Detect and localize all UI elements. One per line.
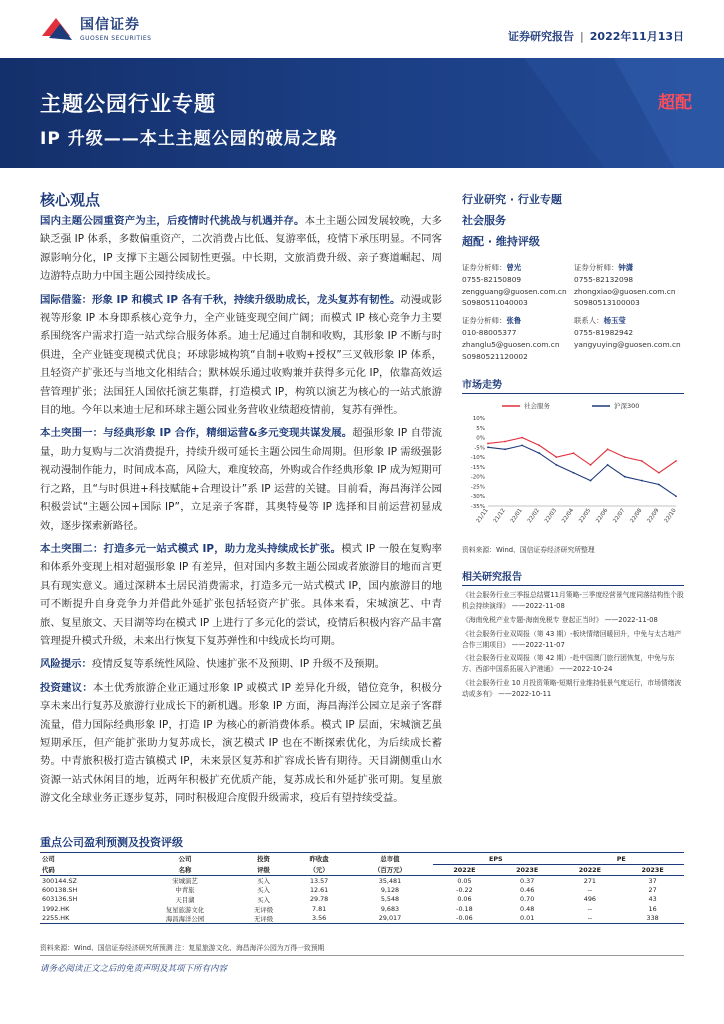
logo-en: GUOSEN SECURITIES <box>80 35 152 42</box>
y-tick-label: -10% <box>470 455 485 462</box>
table-cell: 300144.SZ <box>42 876 77 885</box>
y-tick-label: -35% <box>470 504 485 511</box>
col-price-h2: （元） <box>291 865 347 876</box>
col-mcap-h2: （百万元） <box>347 865 433 876</box>
banner-decoration <box>464 58 724 168</box>
analyst-email[interactable]: zhanglu5@guosen.com.cn <box>462 339 560 349</box>
industry-line: 社会服务 <box>462 214 506 227</box>
page-header <box>0 0 724 58</box>
x-tick-label: 22/04 <box>561 508 576 525</box>
data-point <box>641 480 643 482</box>
col-rating-h2: 评级 <box>236 865 292 876</box>
table-cell: 496 <box>583 895 596 904</box>
related-report-link[interactable]: 《社会服务行业 10 月投资策略-短期行业维持低景气度运行，市场情绪波动或多有》 ——2022-10-11 <box>462 678 682 698</box>
data-point <box>641 460 643 462</box>
y-tick-label: -25% <box>470 484 485 491</box>
data-point <box>555 464 557 466</box>
col-price-h: 昨收盘 <box>291 853 347 865</box>
x-tick-label: 22/02 <box>526 508 541 525</box>
market-trend-heading: 市场走势 <box>462 376 684 394</box>
table-cell: 29.78 <box>309 895 329 904</box>
report-meta: 证券研究报告 | 2022年11月13日 <box>508 30 684 43</box>
data-point <box>487 447 489 449</box>
table-cell: 0.46 <box>520 885 535 894</box>
col-name-h: 公司 <box>134 853 236 865</box>
data-point <box>590 464 592 466</box>
table-cell: 无评级 <box>253 905 274 914</box>
rating-tag: 超配 <box>658 93 692 113</box>
data-point <box>675 460 677 462</box>
rating-line: 超配 · 维持评级 <box>462 235 540 248</box>
table-row <box>40 914 684 924</box>
forecast-table-title: 重点公司盈利预测及投资评级 <box>40 836 183 849</box>
title-banner <box>0 58 724 168</box>
legend-label: 社会服务 <box>524 402 550 411</box>
analyst-list <box>462 262 684 362</box>
table-cell: 0.01 <box>496 914 559 924</box>
related-reports-heading: 相关研究报告 <box>462 568 684 586</box>
related-report-link[interactable]: 《社会服务行业双周报（第 42 期）-赴中国澳门旅行团恢复，中免与东方、西部中国系拓展入沪港通》 ——2022-10-24 <box>462 654 675 674</box>
table-cell: 复星旅游文化 <box>165 905 205 914</box>
table-cell: 29,017 <box>347 914 433 924</box>
table-cell: 43 <box>648 895 657 904</box>
table-cell: 5,548 <box>380 895 400 904</box>
market-trend-chart <box>462 398 684 538</box>
table-cell: 9,683 <box>380 905 400 914</box>
paragraph: 本土突围一：与经典形象 IP 合作，精细运营&多元变现共谋发展。超强形象 IP 自带流量，助力复购与二次消费提升，持续升级可延长主题公园生命周期。但形象 IP 需级强影视动漫制作能力，时间成本高，风险大，难度较高，外购或合作经典形象 IP 成为短期可行之路，且“与时俱进+科技赋能+合理设计”系 IP 运营的关键。目前看，海昌海洋公园积极尝试“主题公园+国际 IP”，立足亲子客群，其奥特曼等 IP 选择和目前运营初显成效，逐步探索新路径。 <box>40 427 443 532</box>
series-line <box>488 438 676 473</box>
analyst-email[interactable]: zengguang@guosen.com.cn <box>462 286 567 296</box>
guosen-logo <box>40 14 151 42</box>
col-eps-2022: 2022E <box>433 865 496 876</box>
table-cell: 13.57 <box>309 876 329 885</box>
chart-source: 资料来源：Wind、国信证券经济研究所整理 <box>462 546 595 555</box>
table-cell: 天目湖 <box>175 895 195 904</box>
table-cell: 宋城演艺 <box>172 877 198 886</box>
x-tick-label: 21/11 <box>475 508 490 525</box>
table-cell: 买入 <box>257 886 270 895</box>
col-eps-2023: 2023E <box>496 865 559 876</box>
table-cell: 35,481 <box>378 876 402 885</box>
col-mcap-h: 总市值 <box>347 853 433 865</box>
y-tick-label: 10% <box>472 416 485 423</box>
y-tick-label: 5% <box>476 426 485 433</box>
data-point <box>675 496 677 498</box>
x-tick-label: 22/01 <box>509 508 524 525</box>
table-cell: -- <box>587 905 593 914</box>
table-cell: 0.37 <box>520 876 535 885</box>
table-cell: -- <box>559 914 622 924</box>
table-cell: 603136.SH <box>42 895 78 904</box>
col-code-h: 公司 <box>40 853 134 865</box>
paragraph: 本土突围二：打造多元一站式模式 IP，助力龙头持续成长扩张。模式 IP 一般在复购率和体系外变现上相对超强形象 IP 有差异，但对国内多数主题公园或者旅游目的地而言更具有现实意义。通过深耕本土居民消费需求，打造多元一站式模式 IP，国内旅游目的地可不断提升自身竞争力并借此外延扩张包括轻资产扩张。具体来看，宋城演艺、中青旅、复星旅文、天目湖等均在模式 IP 上进行了多元化的尝试，疫情后积极内容产品丰富管理提升模式升级，未来出行恢复下复苏弹性和中线成长均可期。 <box>40 542 442 647</box>
table-row <box>40 895 684 905</box>
x-tick-label: 22/05 <box>578 508 593 525</box>
report-subtitle: IP 升级——本土主题公园的破局之路 <box>40 129 338 149</box>
data-point <box>590 480 592 482</box>
category-line: 行业研究 · 行业专题 <box>462 193 562 206</box>
table-cell: 9,128 <box>380 885 400 894</box>
analyst-email[interactable]: yangyuying@guosen.com.cn <box>574 339 681 349</box>
related-report-link[interactable]: 《社会服务行业双周报（第 43 期）-板块情绪回暖回升，中免与太古地产合作三期项目》 ——2022-11-07 <box>462 629 682 649</box>
analyst-card: 证券分析师：钟潇 0755-82132098 zhongxiao@guosen.com.cn S0980513100003 <box>574 262 684 309</box>
report-date: 2022年11月13日 <box>589 30 684 43</box>
x-tick-label: 21/12 <box>492 508 507 525</box>
table-cell: -0.06 <box>433 914 496 924</box>
y-tick-label: -15% <box>470 465 485 472</box>
data-point <box>487 443 489 445</box>
data-point <box>504 441 506 443</box>
x-tick-label: 22/10 <box>663 508 678 525</box>
paragraph: 国内主题公园重资产为主，后疫情时代挑战与机遇并存。本土主题公园发展较晚，大多缺乏强 IP 体系，多数偏重资产，二次消费占比低、复游率低，疫情下承压明显。不同客源影响分化，IP 支撑下主题公园韧性更强。中长期，文旅消费升级、亲子赛道崛起、周边游特点助力中国主题公园持续成长。 <box>40 215 443 283</box>
table-cell: 0.05 <box>457 876 472 885</box>
data-point <box>538 453 540 455</box>
table-note: 资料来源：Wind、国信证券经济研究所预测 注：复星旅游文化、海昌海洋公园为万得一致预期 <box>40 944 325 952</box>
data-point <box>658 484 660 486</box>
analyst-card: 联系人：杨玉莹 0755-81982942 yangyuying@guosen.com.cn <box>574 315 684 362</box>
sidebar <box>462 189 684 703</box>
col-rating-h: 投资 <box>236 853 292 865</box>
paragraph: 国际借鉴：形象 IP 和模式 IP 各有千秋，持续升级助成长，龙头复苏有韧性。动漫或影视等形象 IP 本身即系核心竞争力，全产业链变现空间广阔；而模式 IP 核心竞争力主要系围绕客户需求打造一站式综合服务体系。迪士尼通过自制和收购，其形象 IP 不断与时俱进，全产业链变现模式优良；环球影城构筑“自制+收购+授权”三叉戟形象 IP 体系，且轻资产扩张还与当地文化相结合；默林娱乐通过收购兼并获得多元化 IP，依靠高效运营管理扩张；法国狂人国依托演艺集群，打造模式 IP，构筑以演艺为核心的一站式旅游目的地。今年以来迪士尼和环球主题公园业务营收业绩超疫情前，复苏有弹性。 <box>40 293 442 417</box>
y-tick-label: -5% <box>474 445 485 452</box>
table-cell: 16 <box>648 905 657 914</box>
related-report-link[interactable]: 《社会服务行业三季报总结暨11月策略-三季度经营景气度同落结构性个股机会持续演绎》 ——2022-11-08 <box>462 591 684 611</box>
table-row <box>40 876 684 886</box>
related-report-link[interactable]: 《海南免税产业专题-海南免税专 登起正当时》 ——2022-11-08 <box>462 615 658 624</box>
core-content <box>40 212 442 813</box>
x-tick-label: 22/06 <box>595 508 610 525</box>
table-row <box>40 904 684 914</box>
y-tick-label: -30% <box>470 494 485 501</box>
table-cell: 买入 <box>257 877 270 886</box>
table-cell: 0.70 <box>520 895 535 904</box>
col-eps-h: EPS <box>433 853 558 865</box>
forecast-table <box>40 852 684 924</box>
table-cell: 338 <box>621 914 684 924</box>
x-tick-label: 22/08 <box>629 508 644 525</box>
table-row <box>40 885 684 895</box>
series-line <box>488 446 676 497</box>
report-type: 证券研究报告 <box>508 30 575 43</box>
x-tick-label: 22/03 <box>543 508 559 525</box>
col-code-h2: 代码 <box>40 865 134 876</box>
analyst-card: 证券分析师：曾光 0755-82150809 zengguang@guosen.com.cn S0980511040003 <box>462 262 574 309</box>
table-cell: 0.06 <box>457 895 472 904</box>
data-point <box>521 445 523 447</box>
paragraph: 风险提示：疫情反复等系统性风险、快速扩张不及预期、IP 升级不及预期。 <box>40 658 386 671</box>
legend-label: 沪深300 <box>614 402 640 411</box>
core-title: 核心观点 <box>40 191 101 209</box>
analyst-card: 证券分析师：张鲁 010-88005377 zhanglu5@guosen.com.cn S0980521120002 <box>462 315 574 362</box>
table-cell: 12.61 <box>309 885 329 894</box>
footer-divider <box>40 955 684 956</box>
y-tick-label: 0% <box>476 435 485 442</box>
data-point <box>607 464 609 466</box>
paragraph: 投资建议：本土优秀旅游企业正通过形象 IP 或模式 IP 差异化升级，错位竞争，积极分享未来出行复苏及旅游行业成长下的新机遇。形象 IP 方面，海昌海洋公园立足亲子客群流量，借力国际经典形象 IP，打造 IP 为核心的新消费体系。模式 IP 层面，宋城演艺虽短期承压，但产能扩张助力复苏成长，演艺模式 IP 也在不断探索优化，为后续成长蓄势。中青旅积极打造古镇模式 IP，未来景区复苏和扩容成长皆有期待。天目湖侧重山水资源一站式休闲目的地，近两年积极扩充优质产能，复苏成长和外延扩张可期。复星旅游文化全球业务正逐步复苏，同时积极迎合度假升级需求，疫后有望持续受益。 <box>40 681 443 805</box>
table-cell: 27 <box>648 885 657 894</box>
col-pe-2023: 2023E <box>621 865 684 876</box>
table-cell: 600138.SH <box>42 885 78 894</box>
table-cell: 2255.HK <box>40 914 134 924</box>
report-title: 主题公园行业专题 <box>40 92 216 116</box>
logo-cn: 国信证券 <box>80 17 140 33</box>
data-point <box>555 457 557 459</box>
table-cell: -- <box>587 885 593 894</box>
data-point <box>504 449 506 451</box>
data-point <box>624 476 626 478</box>
data-point <box>624 457 626 459</box>
table-cell: 7.81 <box>311 905 327 914</box>
table-cell: 买入 <box>257 895 270 904</box>
table-cell: 无评级 <box>236 914 292 924</box>
table-cell: 0.48 <box>520 905 535 914</box>
data-point <box>658 472 660 474</box>
y-tick-label: -20% <box>470 475 485 482</box>
table-cell: 37 <box>648 876 657 885</box>
col-pe-h: PE <box>559 853 684 865</box>
data-point <box>573 472 575 474</box>
analyst-email[interactable]: zhongxiao@guosen.com.cn <box>574 286 676 296</box>
data-point <box>573 453 575 455</box>
x-tick-label: 22/07 <box>612 508 627 525</box>
disclaimer-footer: 请务必阅读正文之后的免责声明及其项下所有内容 <box>40 964 228 974</box>
x-tick-label: 22/09 <box>646 508 661 525</box>
guosen-logo-icon <box>40 14 74 42</box>
table-cell: 3.56 <box>291 914 347 924</box>
table-cell: 271 <box>583 876 596 885</box>
table-cell: 海昌海洋公园 <box>134 914 236 924</box>
forecast-table-body <box>40 876 684 924</box>
table-cell: -0.18 <box>456 905 473 914</box>
table-cell: 1992.HK <box>42 905 70 914</box>
data-point <box>521 437 523 439</box>
table-cell: 中青旅 <box>175 886 195 895</box>
related-reports-list <box>462 590 684 699</box>
data-point <box>538 445 540 447</box>
col-pe-2022: 2022E <box>559 865 622 876</box>
data-point <box>607 449 609 451</box>
col-name-h2: 名称 <box>134 865 236 876</box>
table-cell: -0.22 <box>456 885 473 894</box>
